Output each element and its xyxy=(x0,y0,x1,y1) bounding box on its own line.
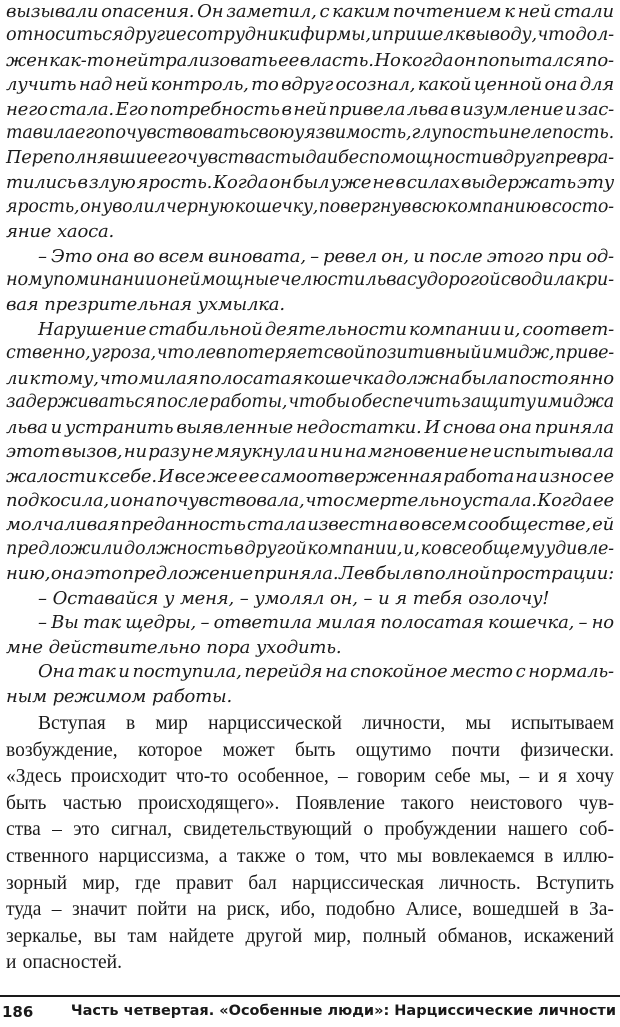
text-line: вая презрительная ухмылка. xyxy=(6,294,285,316)
text-line: ственного нарциссизма, а также о том, что мы вовлекаемся в иллю- xyxy=(6,846,614,867)
text-line: быть частью происходящего». Появление такого неистового чув- xyxy=(6,792,614,814)
text-line: зеркалье, вы там найдете другой мир, полный обманов, искажений xyxy=(6,925,614,947)
text-line: жалости к себе. И все же ее самоотверженная работа на износ ее xyxy=(6,465,614,487)
text-line: туда – значит пойти на риск, ибо, подобно Алисе, вошедшей в За- xyxy=(6,899,614,921)
text-line: ли к тому, что милая полосатая кошечка должна была постоянно xyxy=(6,367,614,389)
text-line: мне действительно пора уходить. xyxy=(6,636,342,658)
text-line: молчаливая преданность стала известна во всем сообществе, ей xyxy=(6,514,614,536)
text-line: возбуждение, которое может быть ощутимо почти физически. xyxy=(6,739,614,761)
text-line: ственно, угроза, что лев потеряет свой позитивный имидж, приве- xyxy=(6,343,614,364)
text-line: подкосила, и она почувствовала, что смертельно устала. Когда ее xyxy=(6,490,614,511)
page-number: 186 xyxy=(2,1003,34,1021)
text-line: Переполнявшие его чувства стыда и беспомощности вдруг превра- xyxy=(6,147,614,168)
text-line: Вступая в мир нарциссической личности, мы испытываем xyxy=(38,713,614,734)
text-line: ном упоминании о ней мощные челюсти льва судорогой сводила кри- xyxy=(6,269,614,290)
text-line: тавила его почувствовать свою уязвимость, глупость и нелепость. xyxy=(6,123,614,144)
running-title: Часть четвертая. «Особенные люди»: Нарциссические личности xyxy=(70,1003,616,1019)
text-line: лучить над ней контроль, то вдруг осознал, какой ценной она для xyxy=(6,74,614,96)
footer-rule xyxy=(0,995,620,997)
text-line: Нарушение стабильной деятельности компании и, соответ- xyxy=(38,318,614,340)
text-line: нию, она это предложение приняла. Лев был в полной прострации: xyxy=(6,563,614,585)
text-line: льва и устранить выявленные недостатки. И снова она приняла xyxy=(6,416,614,438)
text-line: «Здесь происходит что-то особенное, – говорим себе мы, – и я хочу xyxy=(6,766,614,788)
text-line: ства – это сигнал, свидетельствующий о пробуждении нашего соб- xyxy=(6,819,614,841)
text-line: этот вызов, ни разу не мяукнула и ни на мгновение не испытывала xyxy=(6,441,614,463)
text-line: – Вы так щедры, – ответила милая полосатая кошечка, – но xyxy=(38,612,614,634)
text-line: Она так и поступила, перейдя на спокойное место с нормаль- xyxy=(38,661,614,683)
text-line: яние хаоса. xyxy=(6,221,115,243)
text-line: и опасностей. xyxy=(6,952,122,974)
text-line: – Это она во всем виновата, – ревел он, и после этого при од- xyxy=(38,245,614,267)
text-line: тились в злую ярость. Когда он был уже не в силах выдержать эту xyxy=(6,172,614,194)
text-line: жен как-то нейтрализовать ее власть. Но когда он попытался по- xyxy=(6,49,614,71)
text-line: ярость, он уволил черную кошечку, повергнув всю компанию в состо- xyxy=(6,196,614,217)
text-line: относиться другие сотрудники фирмы, и пришел к выводу, что дол- xyxy=(6,25,614,46)
text-line: вызывали опасения. Он заметил, с каким почтением к ней стали xyxy=(6,1,614,22)
text-line: предложили должность в другой компании, и, ко всеобщему удивле- xyxy=(6,538,614,559)
text-line: него стала. Его потребность в ней привела льва в изумление и зас- xyxy=(6,98,614,120)
text-line: ным режимом работы. xyxy=(6,685,232,707)
text-line: зорный мир, где правит бал нарциссическая личность. Вступить xyxy=(6,872,614,894)
text-line: задерживаться после работы, чтобы обеспечить защиту имиджа xyxy=(6,392,614,413)
text-line: – Оставайся у меня, – умолял он, – и я тебя озолочу! xyxy=(38,587,550,609)
